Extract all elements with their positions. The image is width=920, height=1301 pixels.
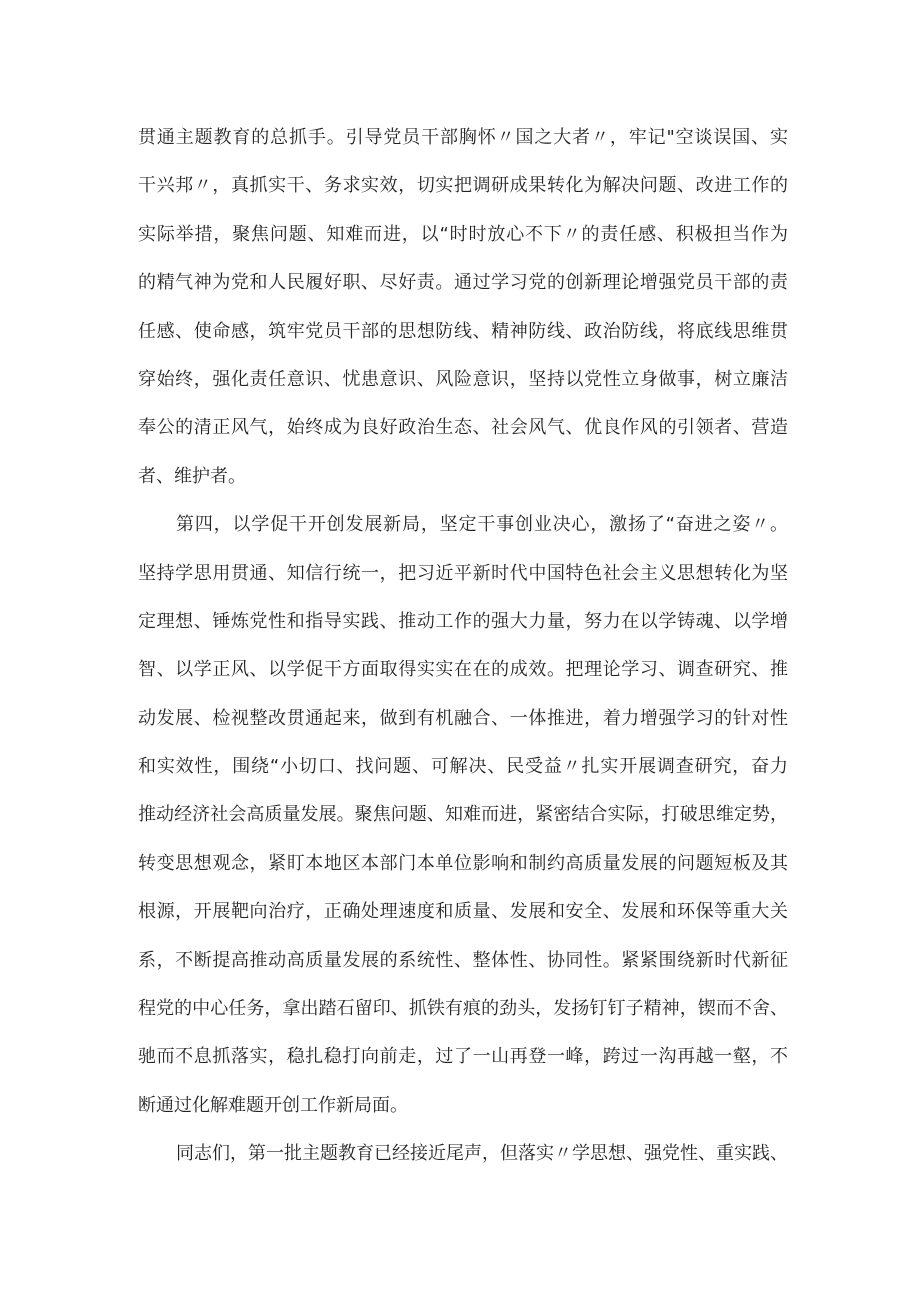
text-line: 者、维护者。 xyxy=(138,465,246,487)
paragraph xyxy=(138,1134,788,1182)
text-line: 转变思想观念，紧盯本地区本部门本单位影响和制约高质量发展的问题短板及其 xyxy=(138,852,788,874)
text-line: 系，不断提高推动高质量发展的系统性、整体性、协同性。紧紧围绕新时代新征 xyxy=(138,949,788,971)
text-line: 贯通主题教育的总抓手。引导党员干部胸怀〃国之大者〃，牢记"空谈误国、实 xyxy=(138,127,788,148)
text-line: 定理想、锤炼党性和指导实践、推动工作的强大力量，努力在以学铸魂、以学增 xyxy=(138,610,788,632)
paragraph xyxy=(138,118,788,505)
text-line: 智、以学正风、以学促干方面取得实实在在的成效。把理论学习、调查研究、推 xyxy=(138,659,788,681)
text-line: 同志们，第一批主题教育已经接近尾声，但落实〃学思想、强党性、重实践、 xyxy=(176,1143,788,1165)
text-line: 和实效性，围绕“小切口、找问题、可解决、民受益〃扎实开展调查研究，奋力 xyxy=(138,756,788,778)
body-text xyxy=(138,118,788,1183)
text-line: 断通过化解难题开创工作新局面。 xyxy=(138,1094,408,1116)
text-line: 坚持学思用贯通、知信行统一，把习近平新时代中国特色社会主义思想转化为坚 xyxy=(138,562,788,584)
text-line: 程党的中心任务，拿出踏石留印、抓铁有痕的劲头，发扬钉钉子精神，锲而不舍、 xyxy=(138,998,788,1020)
text-line: 根源，开展靶向治疗，正确处理速度和质量、发展和安全、发展和环保等重大关 xyxy=(138,901,788,923)
text-line: 的精气神为党和人民履好职、尽好责。通过学习党的创新理论增强党员干部的责 xyxy=(138,272,788,294)
text-line: 奉公的清正风气，始终成为良好政治生态、社会风气、优良作风的引领者、营造 xyxy=(138,417,788,439)
text-line: 干兴邦〃，真抓实干、务求实效，切实把调研成果转化为解决问题、改进工作的 xyxy=(138,175,788,197)
text-line: 实际举措，聚焦问题、知难而进，以“时时放心不下〃的责任感、积极担当作为 xyxy=(138,223,788,245)
text-line: 驰而不息抓落实，稳扎稳打向前走，过了一山再登一峰，跨过一沟再越一壑，不 xyxy=(138,1046,788,1068)
paragraph xyxy=(138,505,788,1134)
text-line: 动发展、检视整改贯通起来，做到有机融合、一体推进，着力增强学习的针对性 xyxy=(138,707,788,729)
text-line: 穿始终，强化责任意识、忧患意识、风险意识，坚持以党性立身做事，树立廉洁 xyxy=(138,368,788,390)
text-line: 第四，以学促干开创发展新局，坚定干事创业决心，激扬了“奋进之姿〃。 xyxy=(176,514,788,536)
text-line: 推动经济社会高质量发展。聚焦问题、知难而进，紧密结合实际，打破思维定势， xyxy=(138,804,788,826)
text-line: 任感、使命感，筑牢党员干部的思想防线、精神防线、政治防线，将底线思维贯 xyxy=(138,320,788,342)
